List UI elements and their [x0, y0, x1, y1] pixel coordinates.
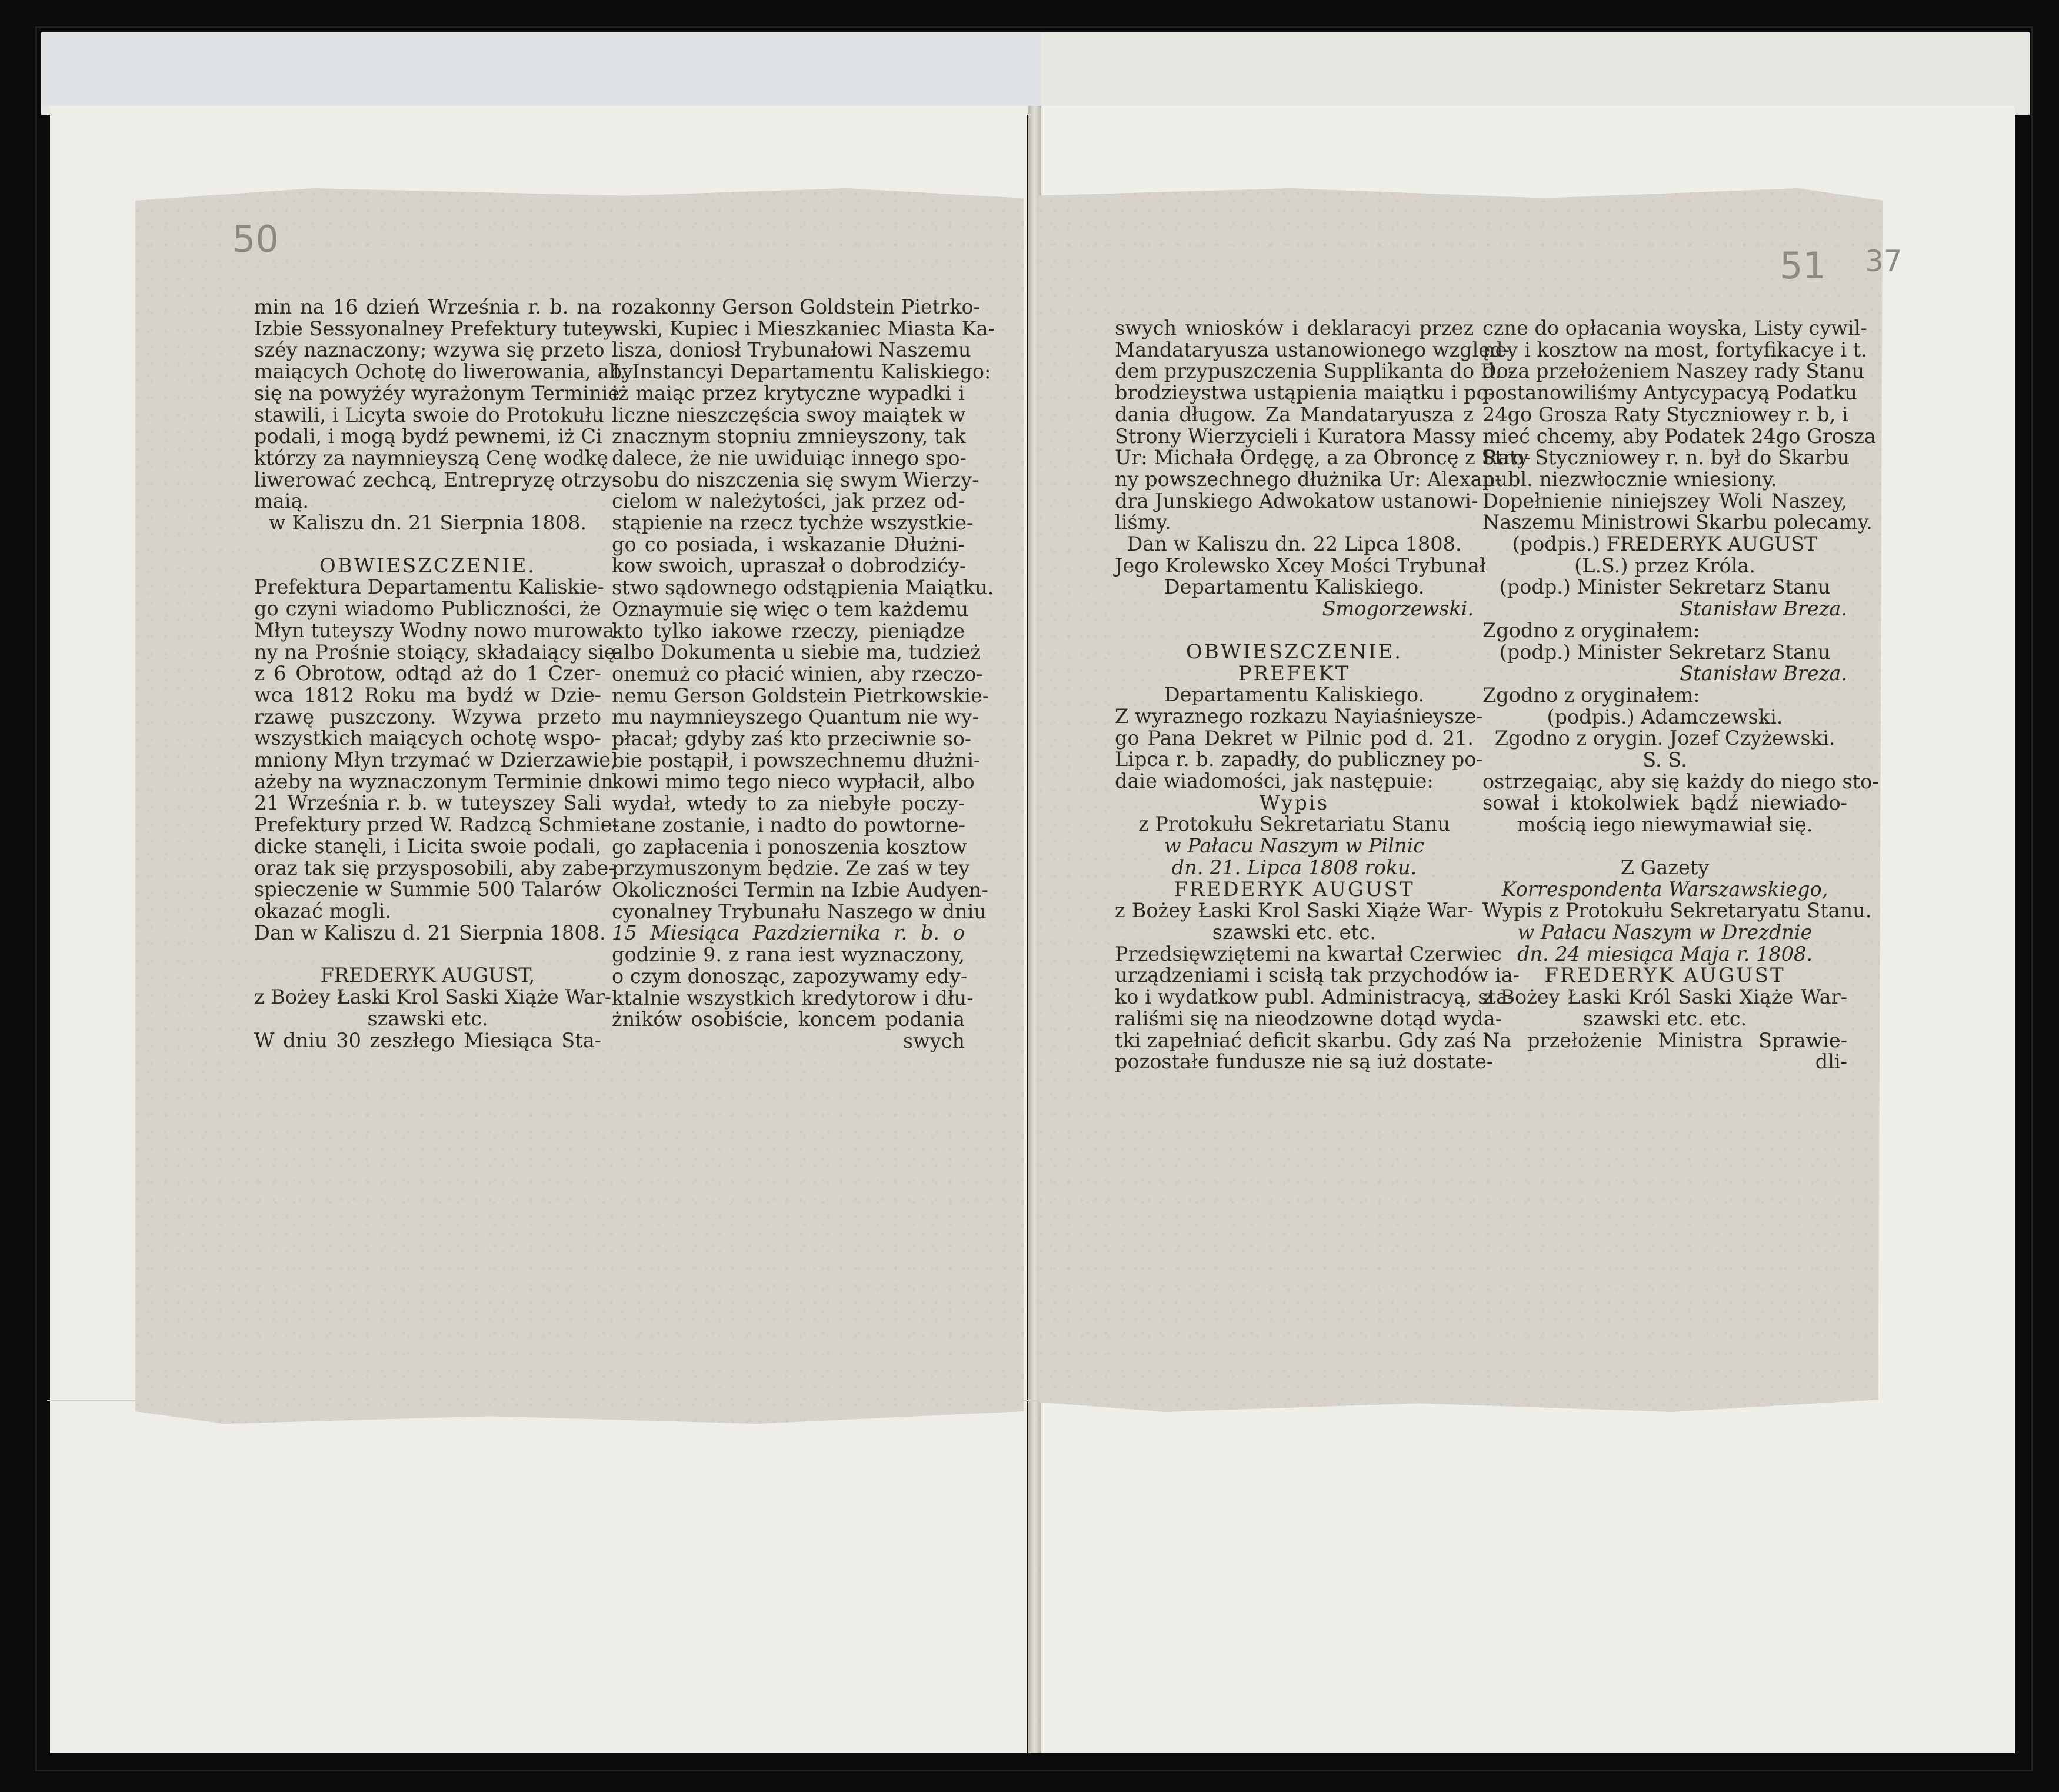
- text-line: nemu Gerson Goldstein Pietrkowskie-: [612, 684, 989, 707]
- text-line: cielom w należytości, jak przez od-: [612, 489, 965, 513]
- text-line: czne do opłacania woyska, Listy cywil-: [1482, 317, 1867, 339]
- text-line: w Pałacu Naszym w Drezdnie: [1517, 920, 1813, 944]
- text-line: Zgodno z oryginałem:: [1482, 618, 1700, 642]
- text-line: Zgodno z orygin. Jozef Czyżewski.: [1494, 727, 1835, 750]
- text-line: Wypis z Protokułu Sekretaryatu Stanu.: [1482, 899, 1872, 922]
- text-line: FREDERYK AUGUST: [1174, 877, 1415, 901]
- text-line: godzinie 9. z rana iest wyznaczony,: [612, 943, 965, 967]
- left-page-number: 50: [232, 218, 279, 261]
- text-line: 24go Grosza Raty Styczniowey r. b, i: [1482, 402, 1848, 426]
- text-line: o czym donosząc, zapozywamy edy-: [612, 964, 968, 988]
- text-line: stawili, i Licyta swoie do Protokułu: [254, 403, 604, 427]
- text-line: [1115, 620, 1474, 641]
- text-line: Korrespondenta Warszawskiego,: [1501, 877, 1828, 901]
- text-line: Prefektury przed W. Radzcą Schmie-: [254, 813, 619, 837]
- text-line: daie wiadomości, jak następuie:: [1115, 770, 1434, 793]
- text-line: Strony Wierzycieli i Kuratora Massy: [1115, 424, 1476, 448]
- text-line: (L.S.) przez Króla.: [1574, 554, 1755, 577]
- text-line: rozakonny Gerson Goldstein Pietrko-: [612, 295, 981, 318]
- text-line: płacał; gdyby zaś kto przeciwnie so-: [612, 727, 972, 751]
- text-line: Smogorzewski.: [1322, 597, 1474, 621]
- text-line: dicke stanęli, i Licita swoie podali,: [254, 834, 601, 858]
- text-line: Z Gazety: [1620, 855, 1710, 879]
- text-line: ny na Prośnie stoiący, składaiący się: [254, 640, 616, 664]
- text-line: w Pałacu Naszym w Pilnic: [1164, 834, 1424, 858]
- column-1: [254, 295, 633, 1052]
- text-line: liwerować zechcą, Entrepryzę otrzy-: [254, 468, 619, 491]
- text-line: wski, Kupiec i Mieszkaniec Miasta Ka-: [612, 317, 995, 340]
- text-line: publ. niezwłocznie wniesiony.: [1482, 467, 1777, 491]
- text-line: Zgodno z oryginałem:: [1482, 683, 1700, 707]
- text-line: brodzieystwa ustąpienia maiątku i po-: [1115, 381, 1495, 405]
- text-line: znacznym stopniu zmnieyszony, tak: [612, 425, 966, 448]
- text-line: szawski etc.: [367, 1007, 488, 1030]
- text-line: oraz tak się przysposobili, aby zabe-: [254, 856, 615, 880]
- text-line: kto tylko iakowe rzeczy, pieniądze: [612, 619, 965, 642]
- text-line: mu naymnieyszego Quantum nie wy-: [612, 705, 979, 729]
- text-line: podali, i mogą bydź pewnemi, iż Ci: [254, 425, 602, 448]
- text-line: postanowiliśmy Antycypacyą Podatku: [1482, 381, 1858, 405]
- text-line: ostrzegaiąc, aby się każdy do niego sto-: [1482, 770, 1879, 793]
- text-line: raliśmi się na nieodzowne dotąd wyda-: [1115, 1007, 1502, 1030]
- text-line: 21 Września r. b. w tuteyszey Sali: [254, 791, 601, 815]
- text-line: wszystkich maiących ochotę wspo-: [254, 727, 601, 750]
- text-line: dra Junskiego Adwokatow ustanowi-: [1115, 489, 1478, 512]
- text-line: szawski etc. etc.: [1582, 1007, 1747, 1030]
- text-line: mniony Młyn trzymać w Dzierzawie,: [254, 748, 617, 772]
- text-line: rzawę puszczony. Wzywa przeto: [254, 705, 601, 728]
- text-line: dli-: [1815, 1050, 1847, 1074]
- text-line: ażeby na wyznaczonym Terminie dn.: [254, 770, 620, 793]
- text-line: z Bożey Łaski Król Saski Xiąże War-: [1482, 985, 1847, 1009]
- column-3: [1115, 317, 1531, 1074]
- text-line: OBWIESZCZENIE.: [1185, 639, 1403, 664]
- text-line: swych: [902, 1029, 965, 1052]
- right-page-number: 51: [1780, 244, 1826, 287]
- text-line: Naszemu Ministrowi Skarbu polecamy.: [1482, 511, 1873, 534]
- text-line: ktalnie wszystkich kredytorow i dłu-: [612, 986, 974, 1010]
- text-line: dem przypuszczenia Supplikanta do Do-: [1115, 359, 1515, 383]
- text-line: Dan w Kaliszu dn. 22 Lipca 1808.: [1127, 532, 1462, 556]
- text-line: dn. 24 miesiąca Maja r. 1808.: [1517, 942, 1813, 965]
- text-line: stwo sądownego odstąpienia Maiątku.: [612, 576, 994, 599]
- text-line: liśmy.: [1115, 511, 1171, 534]
- text-line: ny powszechnego dłużnika Ur: Alexan-: [1115, 467, 1502, 491]
- text-line: széy naznaczony; wzywa się przeto: [254, 338, 605, 362]
- text-line: żników osobiście, koncem podania: [612, 1008, 965, 1031]
- text-line: maiących Ochotę do liwerowania, aby: [254, 360, 633, 384]
- text-line: mością iego niewymawiał się.: [1517, 813, 1813, 837]
- text-line: iż maiąc przez krytyczne wypadki i: [612, 381, 965, 405]
- text-line: z Bożey Łaski Krol Saski Xiąże War-: [1115, 899, 1474, 922]
- text-line: min na 16 dzień Września r. b. na: [254, 295, 601, 318]
- text-line: Lipca r. b. zapadły, do publiczney po-: [1115, 748, 1483, 771]
- text-line: przymuszonym będzie. Ze zaś w tey: [612, 857, 970, 880]
- text-line: (podpis.) Adamczewski.: [1547, 705, 1783, 728]
- text-line: sobu do niszczenia się swym Wierzy-: [612, 468, 979, 491]
- text-line: [254, 944, 601, 965]
- text-line: lisza, doniosł Trybunałowi Naszemu: [612, 338, 971, 362]
- text-line: Wypis: [1259, 791, 1330, 815]
- text-line: Przedsięwziętemi na kwartał Czerwiec: [1115, 942, 1502, 965]
- text-line: FREDERYK AUGUST: [1544, 964, 1785, 988]
- text-line: Na przełożenie Ministra Sprawie-: [1482, 1028, 1847, 1052]
- text-line: I. Instancyi Departamentu Kaliskiego:: [612, 360, 991, 384]
- text-line: dalece, że nie uwiduiąc innego spo-: [612, 446, 967, 469]
- text-line: 15 Miesiąca Pazdziernika r. b. o: [612, 921, 965, 945]
- text-line: z Bożey Łaski Krol Saski Xiąże War-: [254, 985, 612, 1009]
- text-line: z 6 Obrotow, odtąd aż do 1 Czer-: [254, 662, 601, 685]
- text-line: bie postąpił, i powszechnemu dłużni-: [612, 748, 981, 772]
- text-line: dn. 21. Lipca 1808 roku.: [1171, 855, 1417, 879]
- right-page-number-extra: 37: [1865, 244, 1903, 278]
- text-line: pozostałe fundusze nie są iuż dostate-: [1115, 1050, 1494, 1074]
- text-line: Prefektura Departamentu Kaliskie-: [254, 575, 604, 599]
- text-line: albo Dokumenta u siebie ma, tudzież: [612, 641, 981, 664]
- text-line: d. za przełożeniem Naszey rady Stanu: [1482, 359, 1865, 383]
- text-line: onemuż co płacić winien, aby rzeczo-: [612, 662, 983, 685]
- text-line: Mandataryusza ustanowionego względ-: [1115, 338, 1510, 361]
- text-line: mieć chcemy, aby Podatek 24go Grosza: [1482, 424, 1876, 448]
- text-line: go co posiada, i wskazanie Dłużni-: [612, 532, 965, 556]
- text-line: PREFEKT: [1238, 661, 1351, 685]
- text-line: maią.: [254, 489, 309, 513]
- text-line: (podpis.) FREDERYK AUGUST: [1512, 532, 1818, 556]
- text-line: okazać mogli.: [254, 899, 391, 922]
- text-line: cyonalney Trybunału Naszego w dniu: [612, 900, 987, 923]
- text-line: Dan w Kaliszu d. 21 Sierpnia 1808.: [254, 921, 606, 944]
- text-line: Stanisław Breza.: [1680, 662, 1847, 685]
- text-line: ney i kosztow na most, fortyfikacye i t.: [1482, 338, 1867, 361]
- text-line: kowi mimo tego nieco wypłacił, albo: [612, 770, 975, 794]
- text-line: (podp.) Minister Sekretarz Stanu: [1499, 640, 1831, 664]
- text-line: wydał, wtedy to za niebyłe poczy-: [612, 792, 965, 815]
- text-line: Młyn tuteyszy Wodny nowo murowa-: [254, 618, 621, 642]
- text-line: go Pana Dekret w Pilnic pod d. 21.: [1115, 726, 1474, 750]
- text-line: stąpienie na rzecz tychże wszystkie-: [612, 511, 974, 535]
- text-line: spieczenie w Summie 500 Talarów: [254, 878, 601, 901]
- text-line: go zapłacenia i ponoszenia kosztow: [612, 835, 967, 858]
- text-line: [254, 534, 601, 555]
- text-line: szawski etc. etc.: [1212, 920, 1377, 944]
- text-line: Izbie Sessyonalney Prefektury tutey-: [254, 317, 621, 340]
- column-4: [1482, 317, 1879, 1074]
- text-line: wca 1812 Roku ma bydź w Dzie-: [254, 683, 601, 707]
- text-line: którzy za naymnieyszą Cenę wodkę: [254, 446, 609, 469]
- text-line: FREDERYK AUGUST,: [320, 964, 535, 987]
- text-line: swych wniosków i deklaracyi przez: [1115, 317, 1474, 339]
- text-line: Departamentu Kaliskiego.: [1164, 683, 1425, 707]
- text-line: tki zapełniać deficit skarbu. Gdy zaś: [1115, 1028, 1477, 1052]
- text-line: z Protokułu Sekretariatu Stanu: [1138, 812, 1450, 836]
- protective-sheet: [41, 32, 1041, 106]
- text-line: Departamentu Kaliskiego.: [1164, 575, 1425, 599]
- text-line: Stanisław Breza.: [1680, 597, 1847, 621]
- text-line: kow swoich, upraszał o dobrodzićy-: [612, 554, 967, 578]
- text-line: tane zostanie, i nadto do powtorne-: [612, 813, 965, 837]
- text-line: Ur: Michała Ordęgę, a za Obroncę z Stro-: [1115, 446, 1531, 469]
- text-line: OBWIESZCZENIE.: [319, 554, 537, 578]
- text-line: sował i ktokolwiek bądź niewiado-: [1482, 791, 1847, 815]
- text-line: S. S.: [1642, 748, 1687, 772]
- text-line: W dniu 30 zeszłego Miesiąca Sta-: [254, 1028, 601, 1052]
- text-line: Oznaymuie się więc o tem każdemu: [612, 597, 969, 621]
- text-line: Jego Krolewsko Xcey Mości Trybunał: [1115, 554, 1486, 577]
- text-line: Z wyraznego rozkazu Nayiaśnieysze-: [1115, 704, 1483, 728]
- text-line: [1482, 836, 1847, 857]
- text-line: (podp.) Minister Sekretarz Stanu: [1499, 575, 1831, 599]
- text-line: ko i wydatkow publ. Administracyą, sta-: [1115, 985, 1515, 1009]
- text-line: liczne nieszczęścia swoy maiątek w: [612, 403, 966, 427]
- text-line: Dopełnienie niniejszey Woli Naszey,: [1482, 489, 1847, 512]
- text-line: Raty Styczniowey r. n. był do Skarbu: [1482, 446, 1850, 469]
- text-line: dania długow. Za Mandataryusza z: [1115, 402, 1474, 426]
- text-line: w Kaliszu dn. 21 Sierpnia 1808.: [268, 511, 587, 535]
- text-line: go czyni wiadomo Publiczności, że: [254, 597, 601, 621]
- column-2: [612, 295, 995, 1052]
- text-line: urządzeniami i scisłą tak przychodów ia-: [1115, 964, 1520, 987]
- text-line: się na powyżéy wyrażonym Terminie: [254, 381, 620, 405]
- text-line: Okoliczności Termin na Izbie Audyen-: [612, 878, 988, 901]
